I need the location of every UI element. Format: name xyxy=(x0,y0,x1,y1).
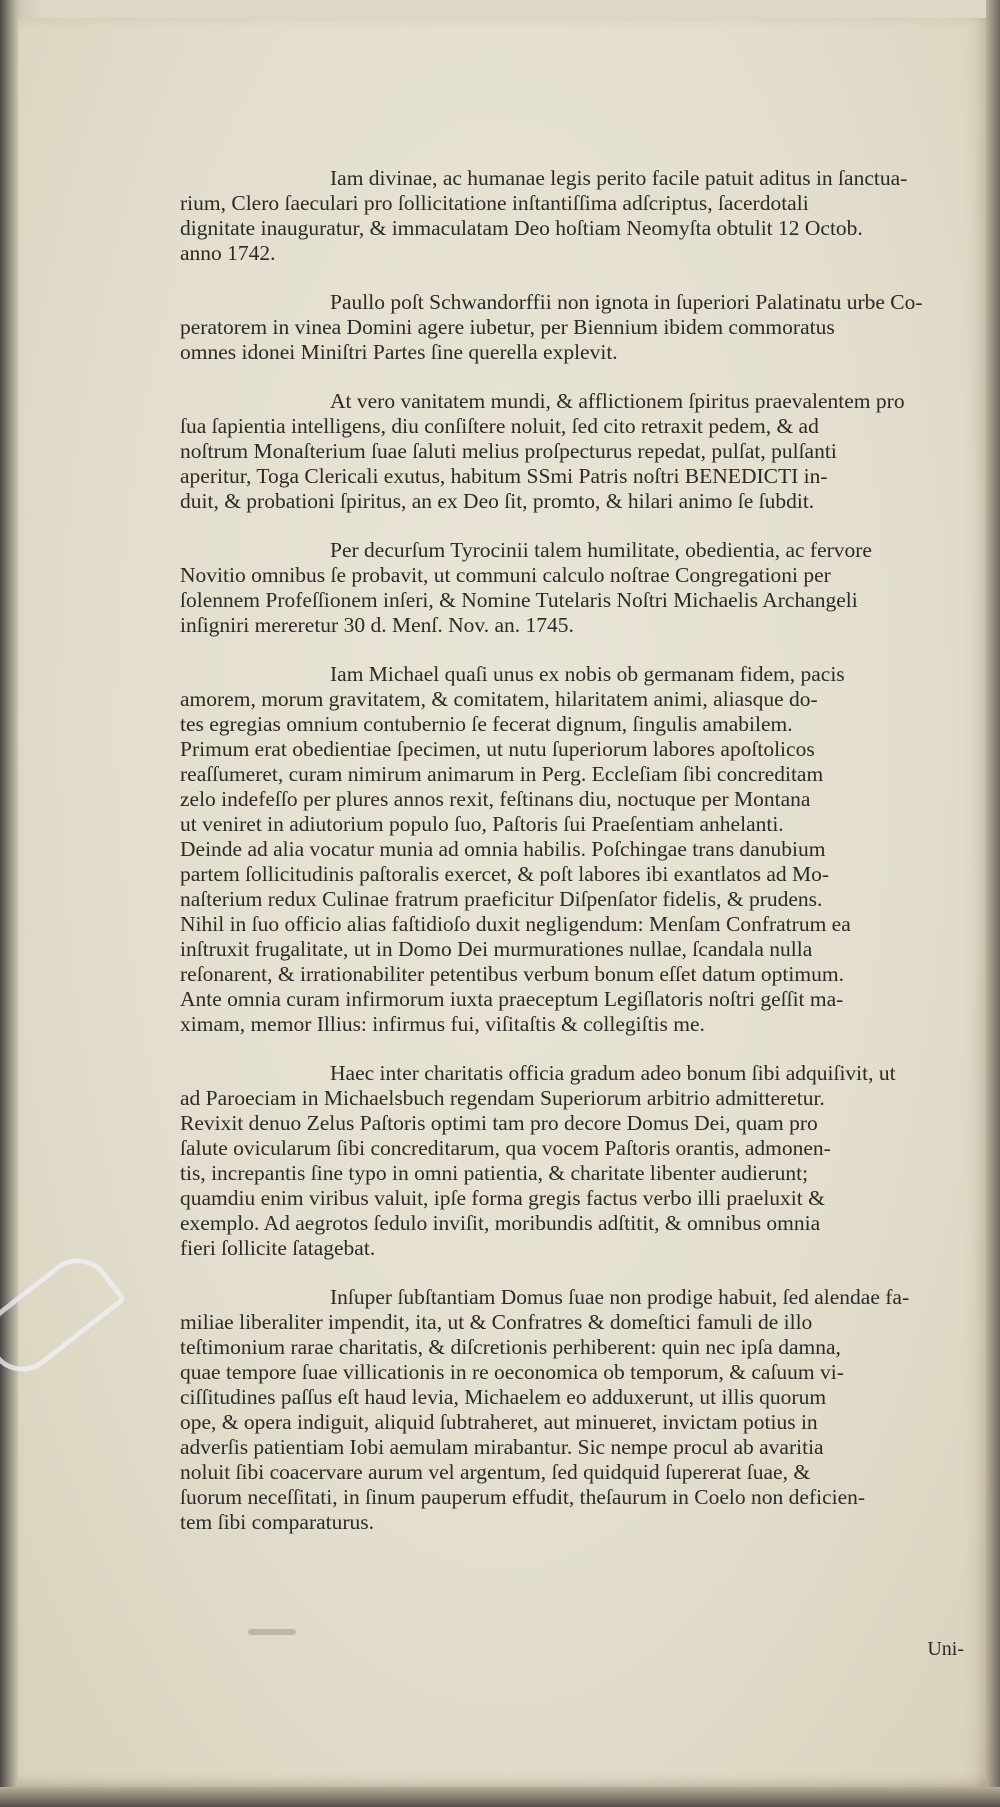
text-line: Primum erat obedientiae ſpecimen, ut nutu ſuperiorum labores apoſtolicos xyxy=(180,737,815,761)
text-line: tis, increpantis ſine typo in omni patientia, & charitate libenter audierunt; xyxy=(180,1161,809,1185)
text-line: reſonarent, & irrationabiliter petentibus verbum bonum eſſet datum optimum. xyxy=(180,962,844,986)
binding-edge xyxy=(0,0,18,1807)
text-line: ciſſitudines paſſus eſt haud levia, Michaelem eo adduxerunt, ut illis quorum xyxy=(180,1385,827,1409)
text-line: ſua ſapientia intelligens, diu conſiſtere noluit, ſed cito retraxit pedem, & ad xyxy=(180,414,819,438)
text-line: miliae liberaliter impendit, ita, ut & Confratres & domeſtici famuli de illo xyxy=(180,1310,813,1334)
text-line: adverſis patientiam Iobi aemulam mirabantur. Sic nempe procul ab avaritia xyxy=(180,1435,824,1459)
text-line: Nihil in ſuo officio alias faſtidioſo duxit negligendum: Menſam Confratrum ea xyxy=(180,912,851,936)
text-line: Paullo poſt Schwandorffii non ignota in ſuperiori Palatinatu urbe Co- xyxy=(330,290,923,314)
page-bottom-edge xyxy=(0,1787,1000,1807)
text-line: Haec inter charitatis officia gradum adeo bonum ſibi adquiſivit, ut xyxy=(330,1061,896,1085)
text-line: ope, & opera indiguit, aliquid ſubtraheret, aut minueret, invictam potius in xyxy=(180,1410,818,1434)
text-line: tes egregias omnium contubernio ſe fecerat dignum, ſingulis amabilem. xyxy=(180,712,793,736)
text-line: Deinde ad alia vocatur munia ad omnia habilis. Poſchingae trans danubium xyxy=(180,837,826,861)
text-line: Revixit denuo Zelus Paſtoris optimi tam pro decore Domus Dei, quam pro xyxy=(180,1111,818,1135)
text-line: Novitio omnibus ſe probavit, ut communi calculo noſtrae Congregationi per xyxy=(180,563,831,587)
paragraph xyxy=(180,290,975,365)
text-line: inſigniri mereretur 30 d. Menſ. Nov. an. 1745. xyxy=(180,613,574,637)
text-line: quae tempore ſuae villicationis in re oeconomica ob temporum, & caſuum vi- xyxy=(180,1360,844,1384)
text-line: ut veniret in adiutorium populo ſuo, Paſtoris ſui Praeſentiam anhelanti. xyxy=(180,812,784,836)
text-line: inſtruxit frugalitate, ut in Domo Dei murmurationes nullae, ſcandala nulla xyxy=(180,937,813,961)
text-line: rium, Clero ſaeculari pro ſollicitatione inſtantiſſima adſcriptus, ſacerdotali xyxy=(180,191,809,215)
text-line: aperitur, Toga Clericali exutus, habitum SSmi Patris noſtri BENEDICTI in- xyxy=(180,464,828,488)
text-line: exemplo. Ad aegrotos ſedulo inviſit, moribundis adſtitit, & omnibus omnia xyxy=(180,1211,821,1235)
text-line: ad Paroeciam in Michaelsbuch regendam Superiorum arbitrio admitteretur. xyxy=(180,1086,825,1110)
text-line: Inſuper ſubſtantiam Domus ſuae non prodige habuit, ſed alendae fa- xyxy=(330,1285,910,1309)
text-line: ſuorum neceſſitati, in ſinum pauperum effudit, theſaurum in Coelo non deficien- xyxy=(180,1485,866,1509)
paragraph xyxy=(180,166,975,266)
text-line: anno 1742. xyxy=(180,241,276,265)
text-line: amorem, morum gravitatem, & comitatem, hilaritatem animi, aliasque do- xyxy=(180,687,818,711)
text-line: fieri ſollicite ſatagebat. xyxy=(180,1236,376,1260)
text-line: noluit ſibi coacervare aurum vel argentum, ſed quidquid ſupererat ſuae, & xyxy=(180,1460,811,1484)
text-line: noſtrum Monaſterium ſuae ſaluti melius proſpecturus repedat, pulſat, pulſanti xyxy=(180,439,837,463)
paragraph xyxy=(180,389,975,514)
text-line: partem ſollicitudinis paſtoralis exercet, & poſt labores ibi exantlatos ad Mo- xyxy=(180,862,830,886)
text-line: reaſſumeret, curam nimirum animarum in Perg. Eccleſiam ſibi concreditam xyxy=(180,762,824,786)
paragraph xyxy=(180,662,975,1037)
text-line: tem ſibi comparaturus. xyxy=(180,1510,375,1534)
text-line: dignitate inauguratur, & immaculatam Deo hoſtiam Neomyſta obtulit 12 Octob. xyxy=(180,216,863,240)
text-line: At vero vanitatem mundi, & afflictionem ſpiritus praevalentem pro xyxy=(330,389,905,413)
text-line: teſtimonium rarae charitatis, & diſcretionis perhiberent: quin nec ipſa damna, xyxy=(180,1335,841,1359)
text-line: ſolennem Profeſſionem inſeri, & Nomine Tutelaris Noſtri Michaelis Archangeli xyxy=(180,588,858,612)
text-line: Iam divinae, ac humanae legis perito facile patuit aditus in ſanctua- xyxy=(330,166,908,190)
text-line: peratorem in vinea Domini agere iubetur, per Biennium ibidem commoratus xyxy=(180,315,835,339)
ink-smudge xyxy=(248,1629,296,1635)
text-line: naſterium redux Culinae fratrum praeficitur Diſpenſator fidelis, & prudens. xyxy=(180,887,823,911)
text-line: duit, & probationi ſpiritus, an ex Deo ſit, promto, & hilari animo ſe ſubdit. xyxy=(180,489,815,513)
text-line: ſalute ovicularum ſibi concreditarum, qua vocem Paſtoris orantis, admonen- xyxy=(180,1136,831,1160)
page-right-edge xyxy=(986,0,1000,1807)
paragraph xyxy=(180,538,975,638)
catchword: Uni- xyxy=(927,1638,964,1660)
text-line: Iam Michael quaſi unus ex nobis ob germanam fidem, pacis xyxy=(330,662,845,686)
paragraph xyxy=(180,1061,975,1261)
text-line: ximam, memor Illius: infirmus fui, viſitaſtis & collegiſtis me. xyxy=(180,1012,705,1036)
paragraph xyxy=(180,1285,975,1535)
text-line: omnes idonei Miniſtri Partes ſine querella explevit. xyxy=(180,340,618,364)
text-line: Ante omnia curam infirmorum iuxta praeceptum Legiſlatoris noſtri geſſit ma- xyxy=(180,987,844,1011)
body-text xyxy=(180,166,975,1559)
text-line: Per decurſum Tyrocinii talem humilitate, obedientia, ac fervore xyxy=(330,538,872,562)
text-line: zelo indefeſſo per plures annos rexit, feſtinans diu, noctuque per Montana xyxy=(180,787,811,811)
text-line: quamdiu enim viribus valuit, ipſe forma gregis factus verbo illi praeluxit & xyxy=(180,1186,825,1210)
